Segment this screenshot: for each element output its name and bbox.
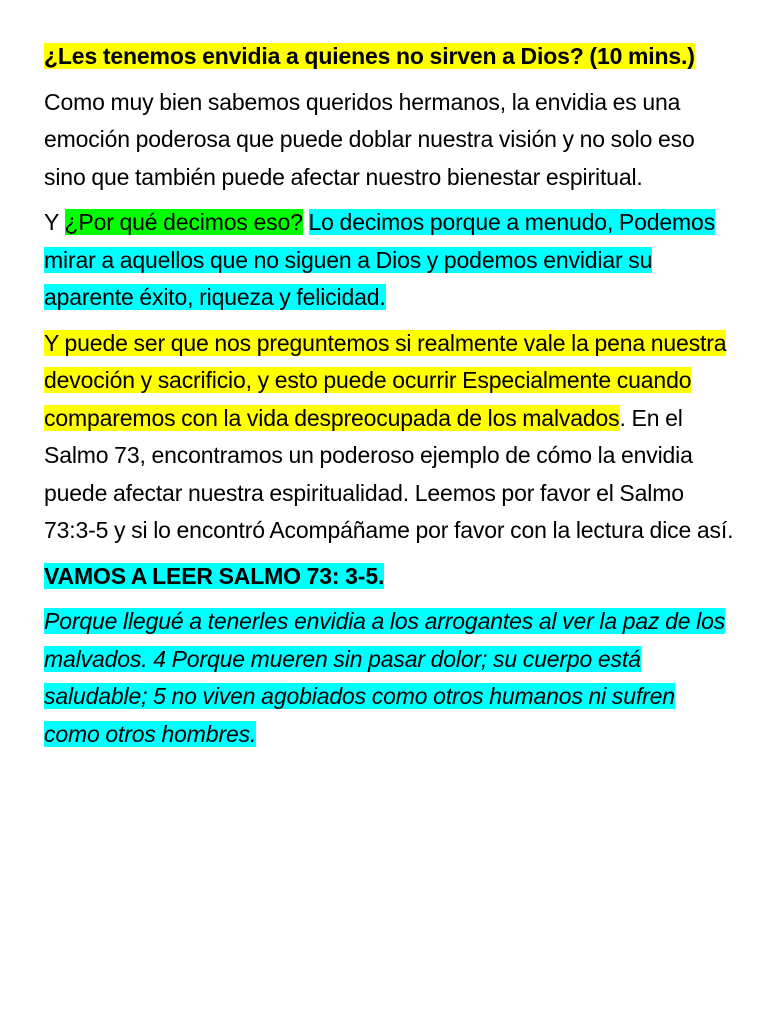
- question-lead: Y: [44, 209, 65, 235]
- psalm-verse: [44, 603, 734, 753]
- psalm-verse-highlight: Porque llegué a tenerles envidia a los arrogantes al ver la paz de los malvados. 4 Porque mueren sin pasar dolor; su cuerpo está saludable; 5 no viven agobiados como otros humanos ni sufren como otros hombres.: [44, 608, 726, 747]
- reading-heading: [44, 558, 734, 596]
- document-page: [44, 38, 734, 761]
- section-title: [44, 38, 734, 76]
- reflection-rest: . En el Salmo 73, encontramos un poderoso ejemplo de cómo la envidia puede afectar nuestra espiritualidad. Leemos por favor el Salmo 73:3-5 y si lo encontró Acompáñame por favor con la lectura dice así.: [44, 404, 734, 543]
- reading-heading-highlight: VAMOS A LEER SALMO 73: 3-5.: [44, 562, 385, 589]
- reflection-paragraph: [44, 325, 734, 550]
- question-space: [303, 209, 309, 235]
- answer-highlight: Lo decimos porque a menudo, Podemos mirar a aquellos que no siguen a Dios y podemos envidiar su aparente éxito, riqueza y felicidad.: [44, 209, 716, 310]
- title-highlight: ¿Les tenemos envidia a quienes no sirven a Dios? (10 mins.): [44, 43, 695, 69]
- reflection-highlight: Y puede ser que nos preguntemos si realmente vale la pena nuestra devoción y sacrificio, y esto puede ocurrir Especialmente cuando comparemos con la vida despreocupada de los malvados: [44, 329, 727, 431]
- question-paragraph: [44, 204, 734, 317]
- intro-paragraph: Como muy bien sabemos queridos hermanos, la envidia es una emoción poderosa que puede doblar nuestra visión y no solo eso sino que también puede afectar nuestro bienestar espiritual.: [44, 88, 695, 190]
- question-highlight: ¿Por qué decimos eso?: [64, 209, 303, 235]
